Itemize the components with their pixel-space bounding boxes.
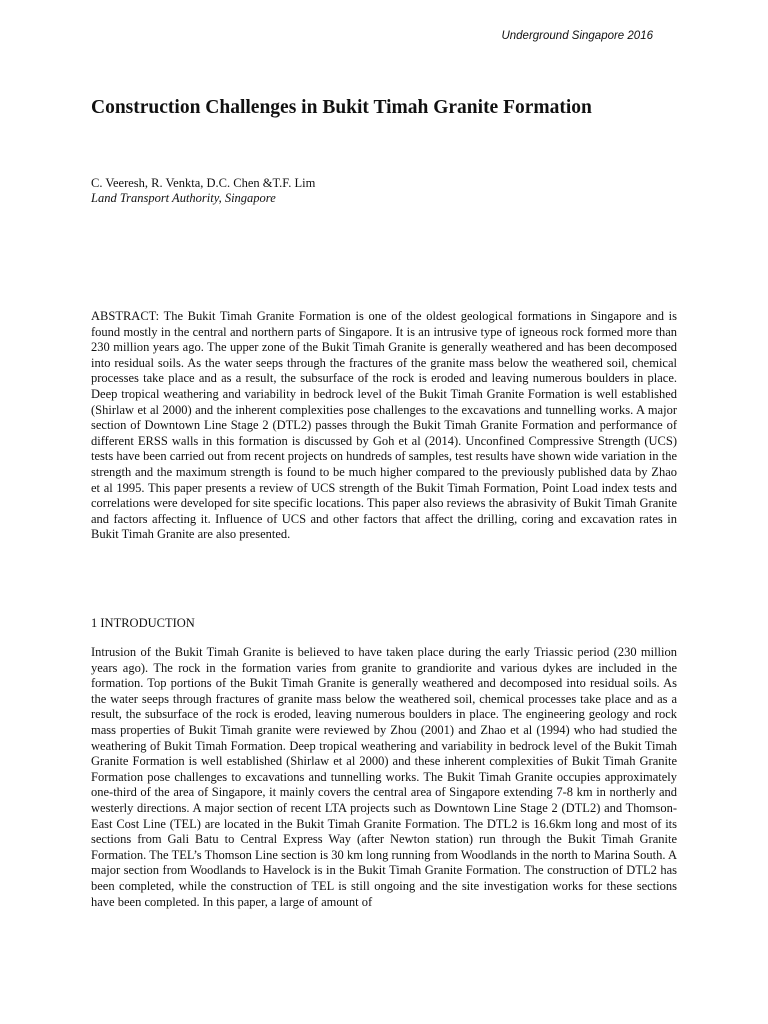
author-affiliation: Land Transport Authority, Singapore (91, 191, 276, 205)
paper-title: Construction Challenges in Bukit Timah Granite Formation (91, 97, 592, 118)
author-list: C. Veeresh, R. Venkta, D.C. Chen &T.F. Lim (91, 176, 316, 190)
abstract-paragraph: ABSTRACT: The Bukit Timah Granite Formation is one of the oldest geological formations in Singapore and is found mostly in the central and northern parts of Singapore. It is an intrusive type of igneous rock formed more than 230 million years ago. The upper zone of the Bukit Timah Granite is generally weathered and has been decomposed into residual soils. As the water seeps through the fractures of the granite mass below the weathered soil, chemical processes take place and as a result, the subsurface of the rock is eroded and leaving numerous boulders in place. Deep tropical weathering and variability in bedrock level of the Bukit Timah Granite Formation is well established (Shirlaw et al 2000) and the inherent complexities pose challenges to the excavations and tunnelling works. A major section of Downtown Line Stage 2 (DTL2) passes through the Bukit Timah Granite Formation and performance of different ERSS walls in this formation is discussed by Goh et al (2014). Unconfined Compressive Strength (UCS) tests have been carried out from recent projects on hundreds of samples, test results have shown wide variation in the strength and the maximum strength is found to be much higher compared to the previously published data by Zhao et al 1995. This paper presents a review of UCS strength of the Bukit Timah Formation, Point Load index tests and correlations were developed for site specific locations. This paper also reviews the abrasivity of Bukit Timah Granite and factors affecting it. Influence of UCS and other factors that affect the drilling, coring and excavation rates in Bukit Timah Granite are also presented. (91, 309, 677, 542)
section-heading-introduction: 1 INTRODUCTION (91, 616, 195, 630)
introduction-paragraph: Intrusion of the Bukit Timah Granite is believed to have taken place during the early Triassic period (230 million years ago). The rock in the formation varies from granite to grandiorite and various dykes are included in the formation. Top portions of the Bukit Timah Granite is generally weathered and decomposed into residual soils. As the water seeps through fractures of granite mass below the weathered soil, chemical processes take place and as a result, the subsurface of the rock is eroded, leaving numerous boulders in place. The engineering geology and rock mass properties of Bukit Timah granite were reviewed by Zhou (2001) and Zhao et al (1994) who had studied the weathering of Bukit Timah Formation. Deep tropical weathering and variability in bedrock level of the Bukit Timah Granite Formation is well established (Shirlaw et al 2000) and these inherent complexities of Bukit Timah Granite Formation pose challenges to excavations and tunnelling works. The Bukit Timah Granite occupies approximately one-third of the area of Singapore, it mainly covers the central area of Singapore extending 7-8 km in northerly and westerly directions. A major section of recent LTA projects such as Downtown Line Stage 2 (DTL2) and Thomson-East Cost Line (TEL) are located in the Bukit Timah Granite Formation. The DTL2 is 16.6km long and most of its sections from Gali Batu to Central Express Way (after Newton station) run through the Bukit Timah Granite Formation. The TEL’s Thomson Line section is 30 km long running from Woodlands in the north to Marina South. A major section from Woodlands to Havelock is in the Bukit Timah Granite Formation. The construction of DTL2 has been completed, while the construction of TEL is still ongoing and the site investigation works for these sections have been completed. In this paper, a large of amount of (91, 645, 677, 909)
running-header: Underground Singapore 2016 (501, 30, 653, 42)
